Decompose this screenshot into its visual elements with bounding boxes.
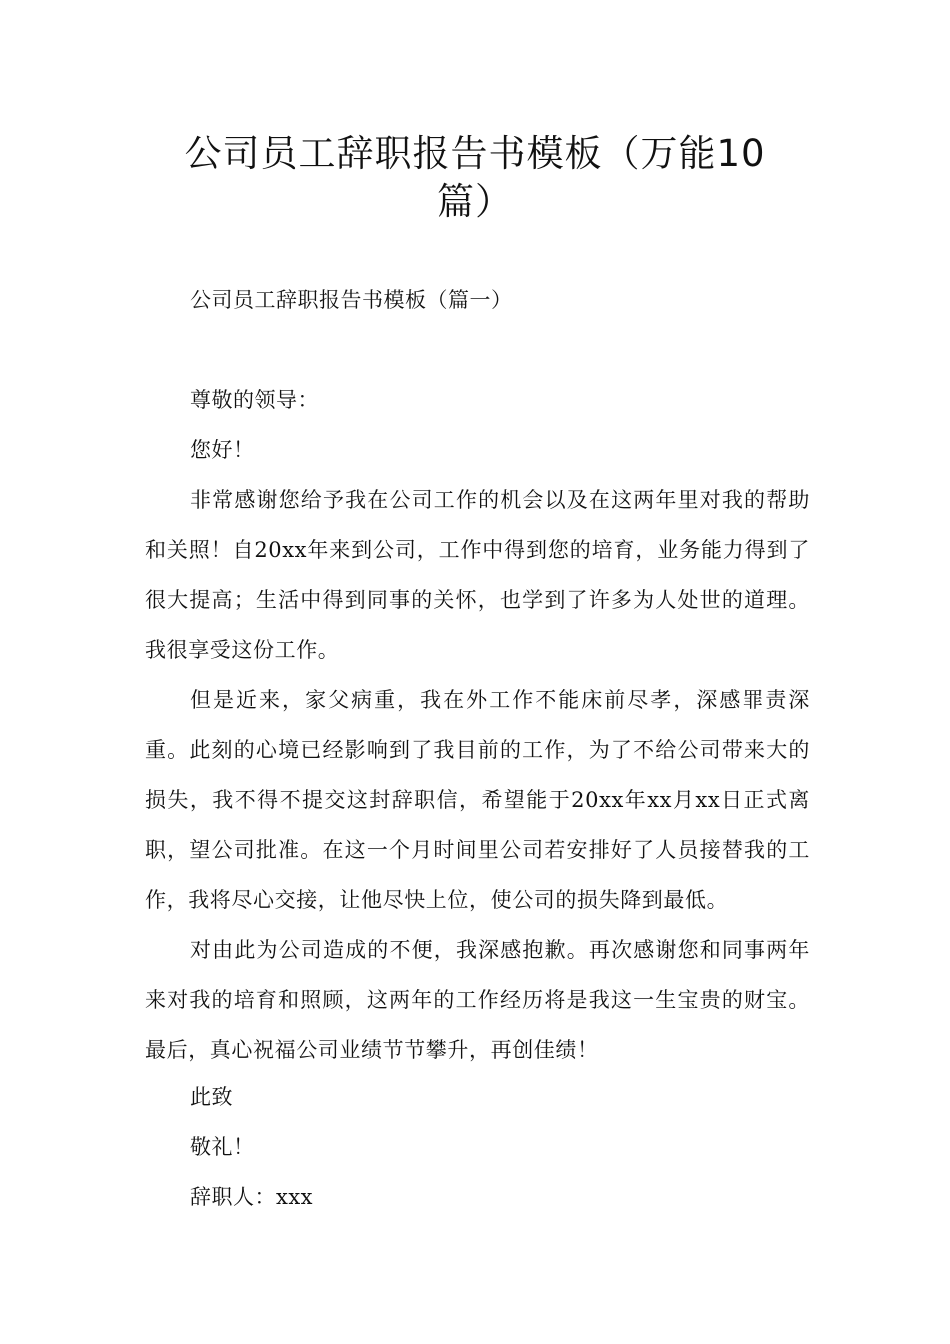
title-line-1: 公司员工辞职报告书模板（万能10 [184,132,766,175]
paragraph-2: 但是近来，家父病重，我在外工作不能床前尽孝，深感罪责深重。此刻的心境已经影响到了我目前的工作，为了不给公司带来大的损失，我不得不提交这封辞职信，希望能于20xx年xx月xx日正式离职，望公司批准。在这一个月时间里公司若安排好了人员接替我的工作，我将尽心交接，让他尽快上位，使公司的损失降到最低。 [145,688,810,912]
closing-regards: 此致 [190,1085,233,1109]
closing-salute: 敬礼！ [190,1135,255,1159]
salutation: 尊敬的领导： [190,388,319,412]
document-title [150,130,800,226]
section-subtitle: 公司员工辞职报告书模板（篇一） [190,288,513,312]
signature: 辞职人：xxx [190,1185,314,1209]
greeting: 您好！ [190,438,255,462]
paragraph-1: 非常感谢您给予我在公司工作的机会以及在这两年里对我的帮助和关照！自20xx年来到公司，工作中得到您的培育，业务能力得到了很大提高；生活中得到同事的关怀，也学到了许多为人处世的道理。我很享受这份工作。 [145,488,810,662]
paragraph-3: 对由此为公司造成的不便，我深感抱歉。再次感谢您和同事两年来对我的培育和照顾，这两年的工作经历将是我这一生宝贵的财宝。最后，真心祝福公司业绩节节攀升，再创佳绩！ [145,938,810,1062]
title-line-2: 篇） [437,180,513,223]
